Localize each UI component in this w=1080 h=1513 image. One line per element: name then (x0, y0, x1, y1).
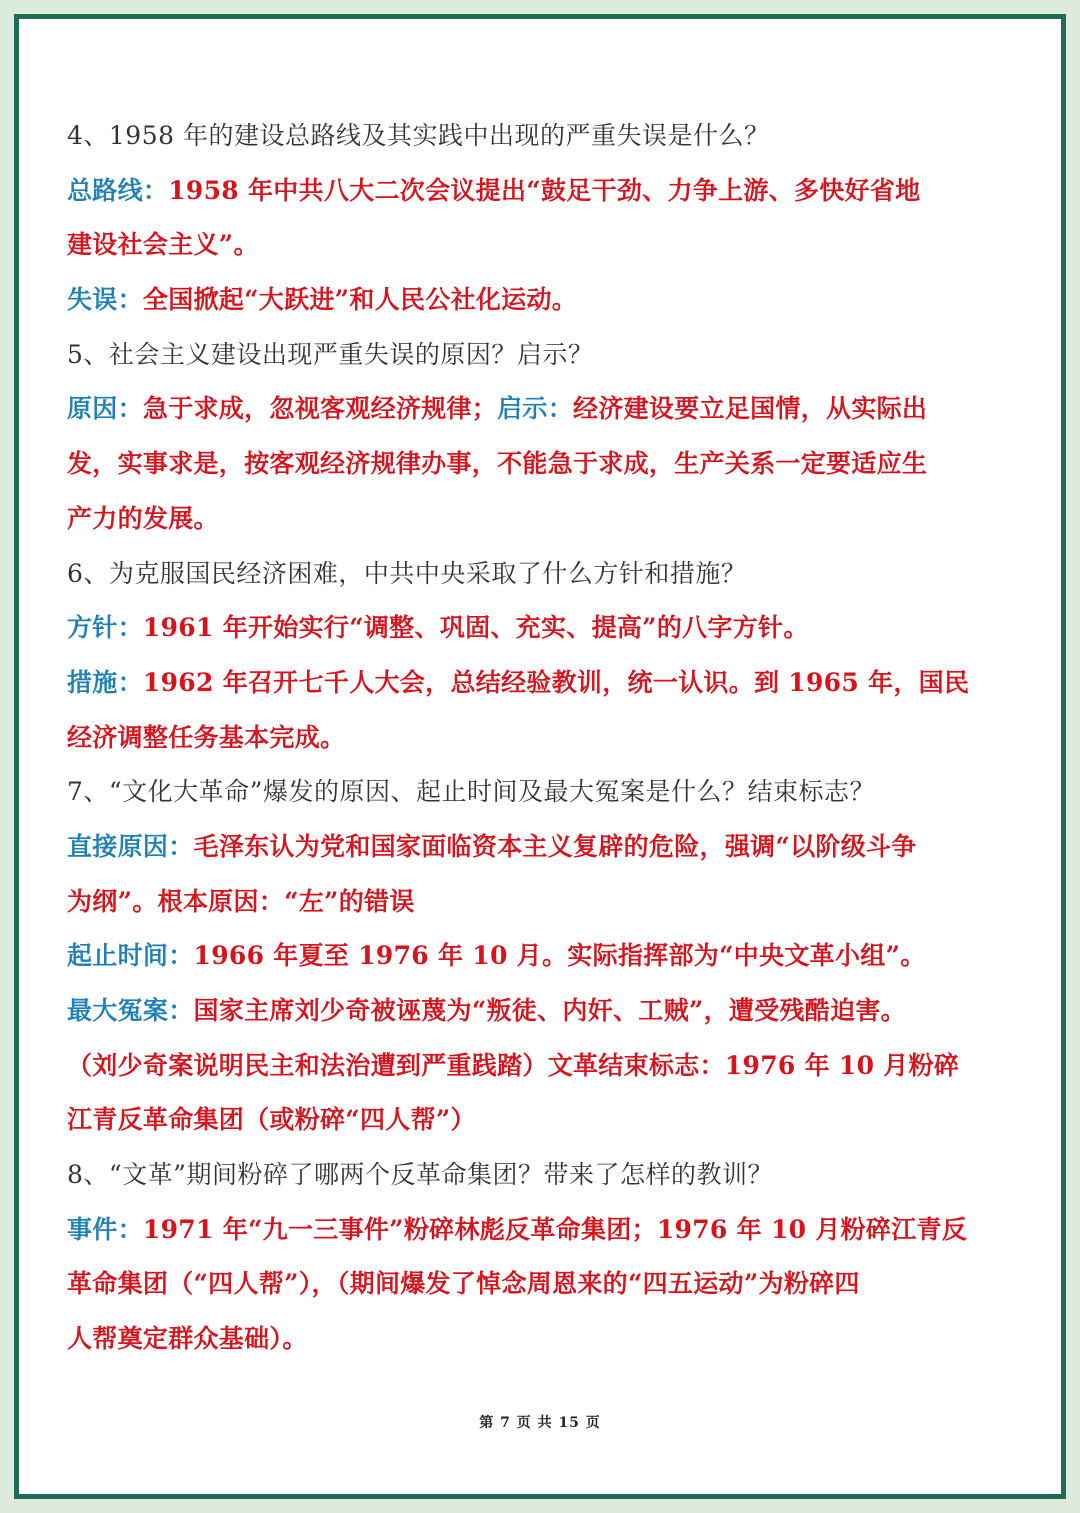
answer-line (67, 218, 1027, 273)
answer-text: 经济调整任务基本完成。 (67, 722, 346, 752)
answer-text: 革命集团（“四人帮”），（期间爆发了悼念周恩来的“四五运动”为粉碎四 (67, 1269, 860, 1299)
document-content (67, 109, 1027, 1367)
question-4: 4、1958 年的建设总路线及其实践中出现的严重失误是什么？ (67, 121, 770, 150)
answer-text: 国家主席刘少奇被诬蔑为“叛徒、内奸、工贼”，遭受残酷迫害。 (193, 996, 906, 1025)
answer-text: 产力的发展。 (67, 503, 219, 533)
answer-label: 最大冤案： (67, 996, 194, 1025)
answer-line (67, 929, 1027, 984)
answer-line (67, 492, 1027, 547)
question-5: 5、社会主义建设出现严重失误的原因？启示？ (67, 339, 594, 369)
question-7: 7、“文化大革命”爆发的原因、起止时间及最大冤案是什么？结束标志？ (67, 777, 875, 807)
answer-text: 江青反革命集团（或粉碎“四人帮”） (67, 1105, 476, 1135)
answer-text: 1962 年召开七千人大会，总结经验教训，统一认识。到 1965 年，国民 (142, 667, 970, 697)
answer-text: 建设社会主义”。 (67, 230, 259, 260)
answer-line (67, 1093, 1027, 1148)
answer-label: 总路线： (67, 175, 169, 205)
answer-label: 直接原因： (67, 831, 194, 861)
answer-text: 全国掀起“大跃进”和人民公社化运动。 (142, 285, 578, 315)
answer-text: （刘少奇案说明民主和法治遭到严重践踏）文革结束标志：1976 年 10 月粉碎 (67, 1050, 960, 1080)
answer-line (67, 984, 1027, 1039)
document-page (14, 14, 1066, 1499)
answer-text: 发，实事求是，按客观经济规律办事，不能急于求成，生产关系一定要适应生 (67, 449, 928, 479)
answer-line (67, 273, 1027, 328)
answer-line (67, 601, 1027, 656)
answer-label: 事件： (67, 1214, 143, 1244)
answer-label: 原因： (67, 394, 143, 424)
answer-text: 人帮奠定群众基础）。 (67, 1324, 308, 1354)
page-number: 第 7 页 共 15 页 (479, 1415, 601, 1431)
answer-line (67, 164, 1027, 219)
answer-line (67, 820, 1027, 875)
answer-text: 1971 年“九一三事件”粉碎林彪反革命集团；1976 年 10 月粉碎江青反 (142, 1214, 968, 1244)
answer-line (67, 656, 1027, 711)
answer-line (67, 875, 1027, 930)
answer-label: 失误： (67, 285, 143, 315)
answer-line (67, 437, 1027, 492)
answer-text: 1966 年夏至 1976 年 10 月。实际指挥部为“中央文革小组”。 (193, 941, 926, 971)
answer-text: 毛泽东认为党和国家面临资本主义复辟的危险，强调“以阶级斗争 (193, 831, 917, 861)
answer-label: 方针： (67, 613, 143, 643)
answer-line (67, 382, 1027, 437)
answer-text: 急于求成，忽视客观经济规律； (142, 394, 498, 424)
answer-text: 经济建设要立足国情，从实际出 (573, 394, 928, 424)
answer-label: 启示： (497, 394, 574, 424)
answer-line (67, 1039, 1027, 1094)
answer-line (67, 711, 1027, 766)
answer-line (67, 1203, 1027, 1258)
answer-label: 措施： (67, 667, 143, 697)
answer-line (67, 1312, 1027, 1367)
question-8: 8、“文革”期间粉碎了哪两个反革命集团？带来了怎样的教训？ (67, 1160, 773, 1190)
question-6: 6、为克服国民经济困难，中共中央采取了什么方针和措施？ (67, 558, 747, 588)
answer-text: 1958 年中共八大二次会议提出“鼓足干劲、力争上游、多快好省地 (168, 175, 921, 205)
answer-text: 为纲”。根本原因：“左”的错误 (67, 886, 415, 916)
answer-text: 1961 年开始实行“调整、巩固、充实、提高”的八字方针。 (142, 613, 809, 643)
answer-label: 起止时间： (67, 941, 194, 971)
answer-line (67, 1257, 1027, 1312)
